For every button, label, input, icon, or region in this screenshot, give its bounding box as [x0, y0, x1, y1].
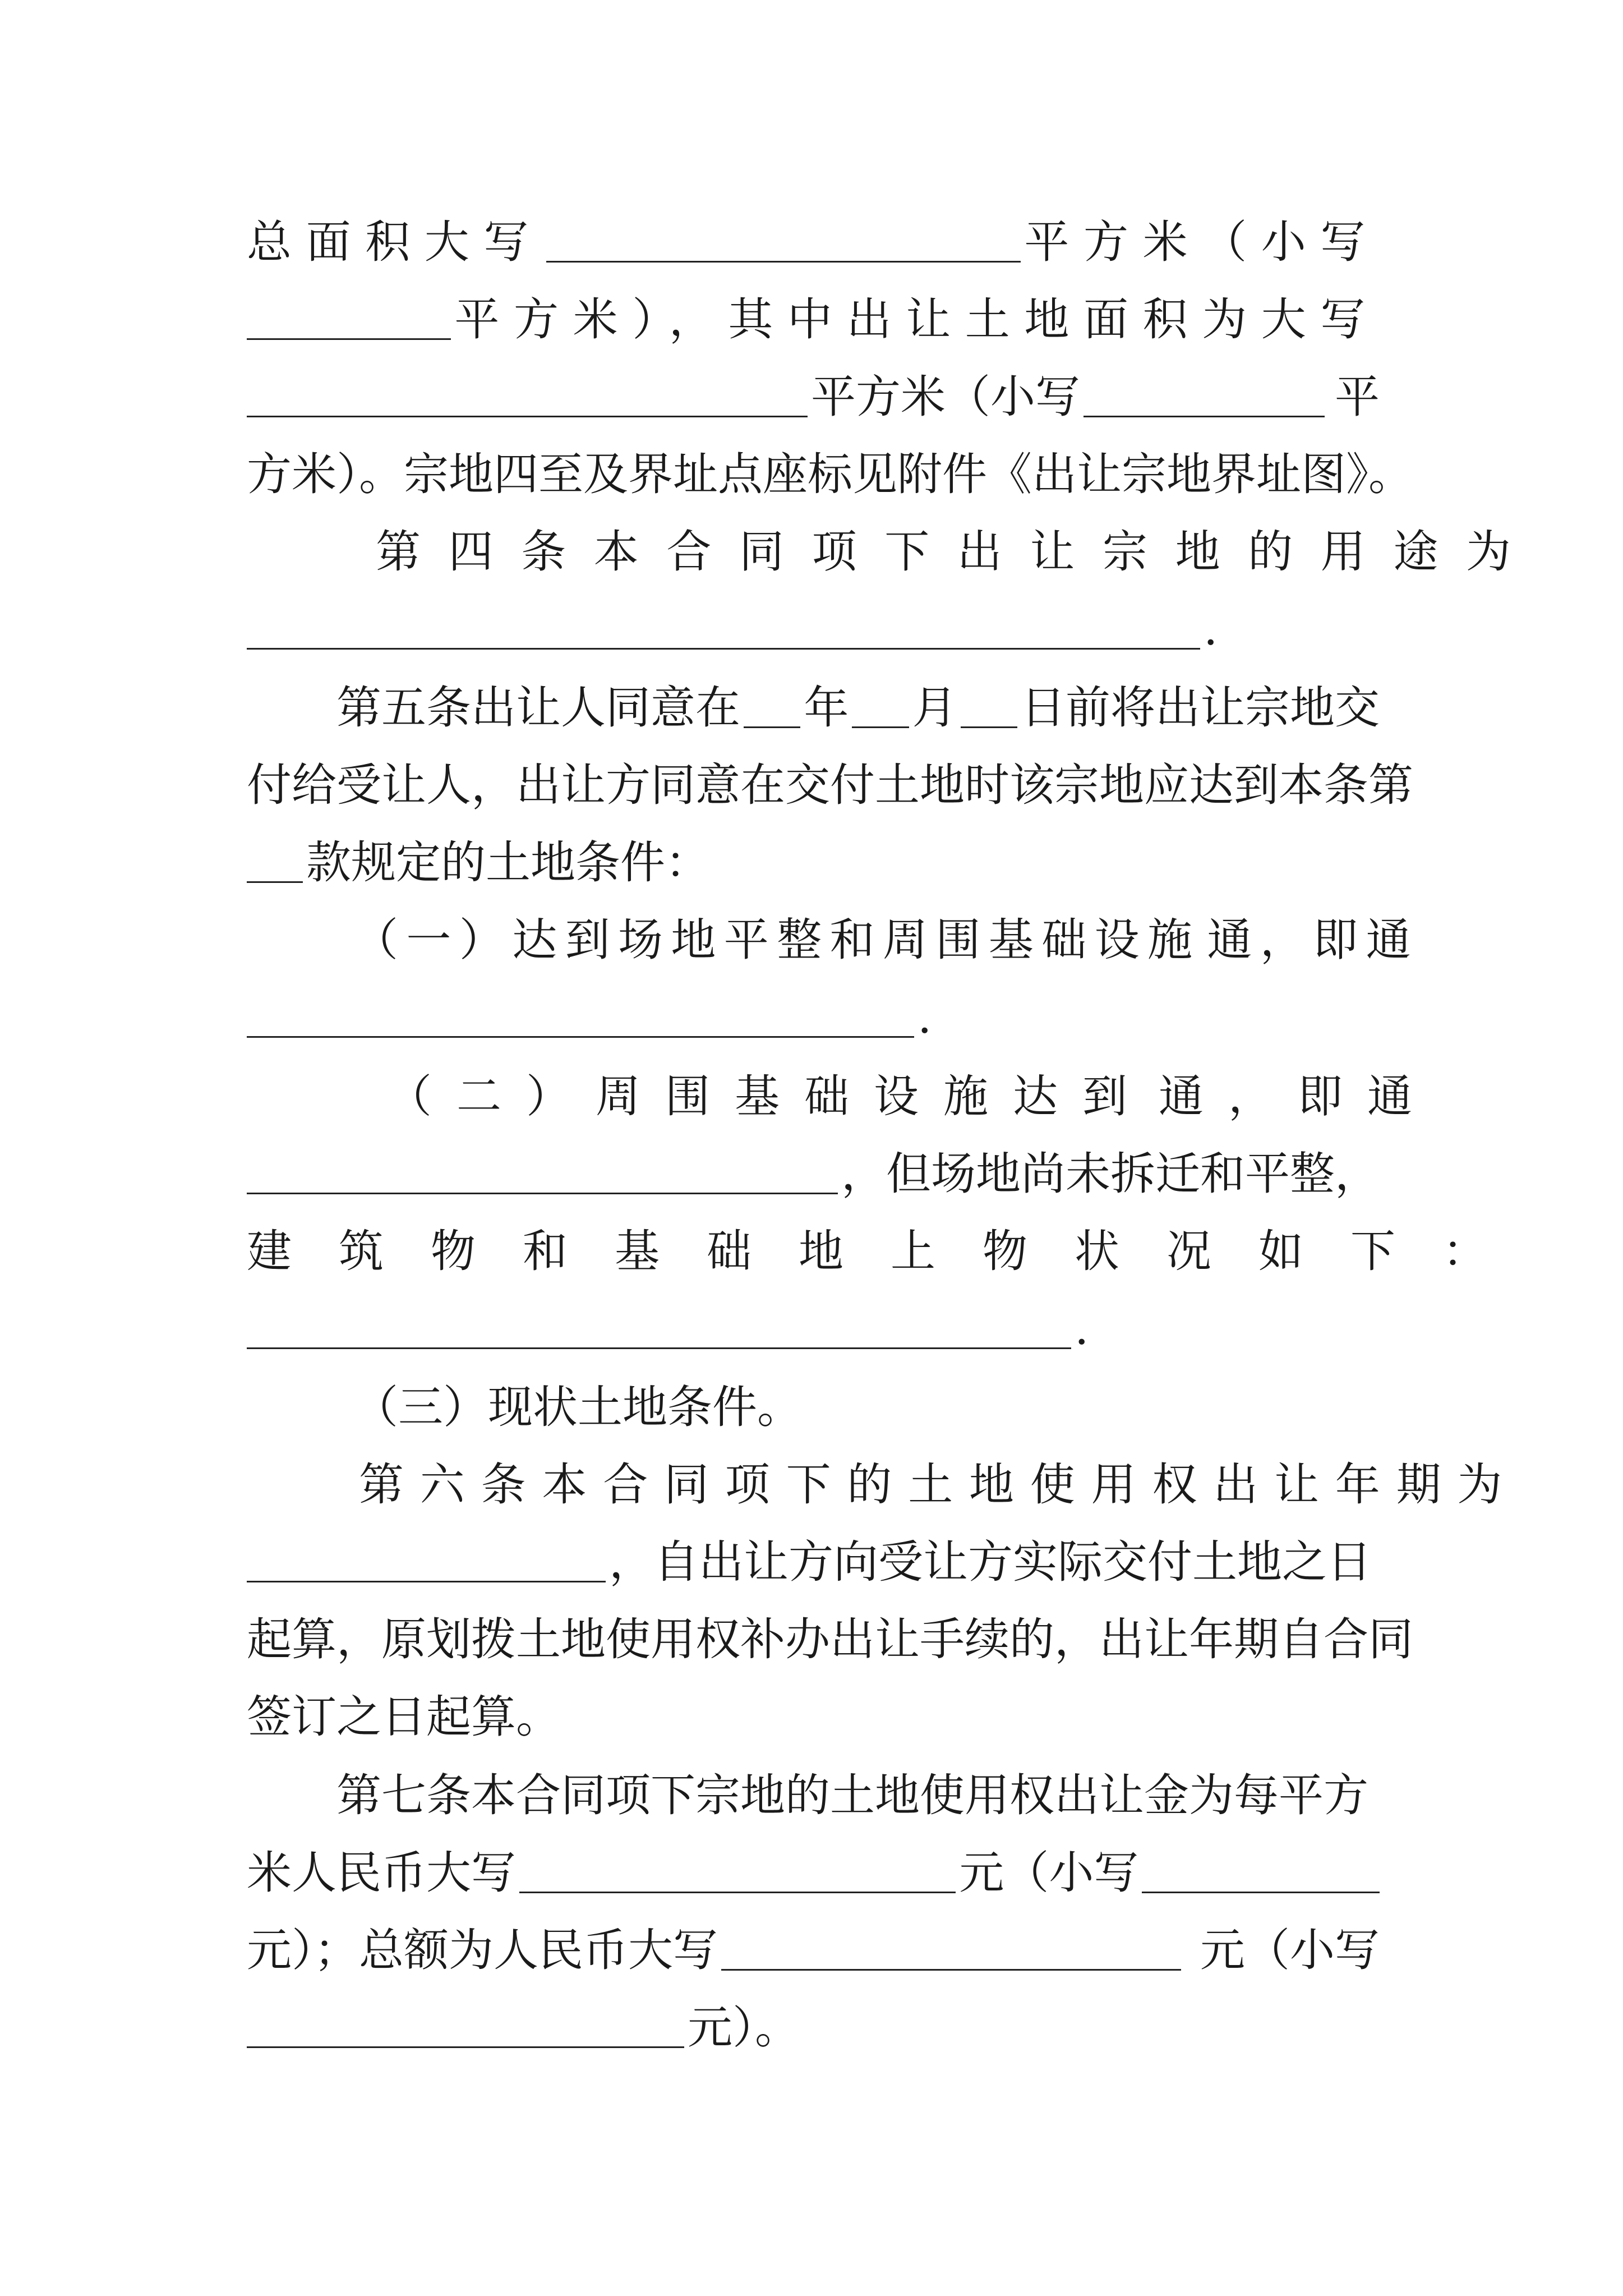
item-2-line-3 [247, 1212, 1534, 1291]
article-6-text-1: 第六条本合同项下的土地使用权出让年期为 [359, 1458, 1519, 1511]
article-5-line-2 [247, 746, 1413, 825]
item-1-blank-line [247, 978, 1380, 1057]
area-line-2 [247, 280, 1380, 359]
clause-number-blank[interactable] [247, 843, 303, 883]
total-lowercase-blank[interactable] [247, 2008, 684, 2048]
price-lowercase-label: 元（小写 [959, 1847, 1139, 1899]
article-4-period: . [1204, 603, 1218, 655]
boundary-text: 方米）。宗地四至及界址点座标见附件《出让宗地界址图》。 [247, 448, 1413, 500]
area-total-uppercase-blank[interactable] [546, 223, 1021, 263]
price-uppercase-label: 米人民币大写 [247, 1847, 516, 1899]
item-1-text: （一）达到场地平整和周围基础设施 [353, 914, 1201, 966]
item-2-line [387, 1057, 1437, 1136]
area-transfer-label: 平方米），其中出让土地面积为大写 [454, 293, 1380, 346]
buildings-status-blank[interactable] [247, 1309, 1071, 1349]
item-1-line [353, 901, 1419, 979]
item-1-text-b: 通，即通 [1207, 914, 1419, 966]
article-6-line-2 [247, 1523, 1380, 1602]
delivery-month-blank[interactable] [852, 688, 909, 728]
delivery-year-blank[interactable] [744, 688, 800, 728]
month-label: 月 [912, 682, 957, 734]
delivery-day-blank[interactable] [961, 688, 1017, 728]
item-1-detail-blank[interactable] [247, 998, 914, 1038]
article-6-text-3: 起算，原划拨土地使用权补办出让手续的，出让年期自合同 [247, 1613, 1413, 1665]
area-total-lowercase-blank[interactable] [247, 300, 451, 340]
article-6-text-2: ，自出让方向受让方实际交付土地之日 [609, 1536, 1372, 1588]
item-3-text: （三）现状土地条件。 [353, 1381, 802, 1433]
total-lowercase-label: 元（小写 [1200, 1924, 1380, 1976]
item-2-blank-line [247, 1290, 1380, 1368]
article-7-text-1: 第七条本合同项下宗地的土地使用权出让金为每平方 [336, 1769, 1368, 1821]
article-6-line-1 [359, 1446, 1519, 1524]
price-per-sqm-uppercase-blank[interactable] [519, 1853, 956, 1893]
article-4-line [376, 513, 1539, 591]
item-2-text-3: 建筑物和基础地上物状况如下： [247, 1225, 1534, 1277]
area-transfer-unit: 平方米（小写 [811, 371, 1080, 423]
article-5-text-3: 款规定的土地条件： [306, 836, 710, 889]
area-transfer-lowercase-blank[interactable] [1083, 378, 1325, 417]
day-label: 日前将出让宗地交 [1020, 682, 1380, 734]
item-2-detail-blank[interactable] [247, 1154, 838, 1194]
area-line-1 [247, 203, 1380, 282]
item-2-period: . [1075, 1303, 1089, 1355]
area-line-3 [247, 358, 1380, 436]
item-2-text: （二）周围基础设施达到 [387, 1070, 1152, 1122]
article-4-text: 第四条本合同项下出让宗地的用途为 [376, 526, 1539, 578]
area-total-label: 总面积大写 [247, 216, 543, 268]
total-uppercase-label: 元）；总额为人民币大写 [247, 1924, 718, 1976]
item-1-period: . [917, 991, 932, 1043]
total-uppercase-blank[interactable] [721, 1931, 1181, 1971]
price-per-sqm-lowercase-blank[interactable] [1142, 1853, 1380, 1893]
year-label: 年 [804, 682, 849, 734]
item-2-line-2 [247, 1135, 1380, 1213]
article-7-line-3 [247, 1911, 1380, 1990]
article-7-line-1 [336, 1756, 1380, 1835]
article-7-line-4 [247, 1989, 1380, 2067]
area-unit-label: 平方米（小写 [1024, 216, 1380, 268]
article-5-text-2: 付给受让人，出让方同意在交付土地时该宗地应达到本条第 [247, 759, 1413, 811]
article-6-text-4: 签订之日起算。 [247, 1691, 561, 1743]
term-years-blank[interactable] [247, 1543, 606, 1582]
article-5-intro: 第五条出让人同意在 [336, 682, 740, 734]
area-unit-ping: 平 [1335, 371, 1380, 423]
article-6-line-4 [247, 1678, 1380, 1756]
article-7-text-4: 元）。 [688, 2001, 800, 2054]
area-transfer-uppercase-blank[interactable] [247, 378, 808, 417]
item-2-text-2: ，但场地尚未拆迁和平整， [841, 1148, 1380, 1200]
boundary-line [247, 435, 1413, 514]
article-5-line-1 [336, 669, 1380, 747]
article-7-line-2 [247, 1834, 1380, 1912]
item-3-line [353, 1368, 1380, 1447]
article-4-blank-line [247, 590, 1380, 669]
article-6-line-3 [247, 1600, 1413, 1679]
item-2-text-b: 通，即通 [1159, 1070, 1437, 1122]
article-5-line-3 [247, 823, 1380, 902]
land-use-blank[interactable] [247, 610, 1200, 650]
